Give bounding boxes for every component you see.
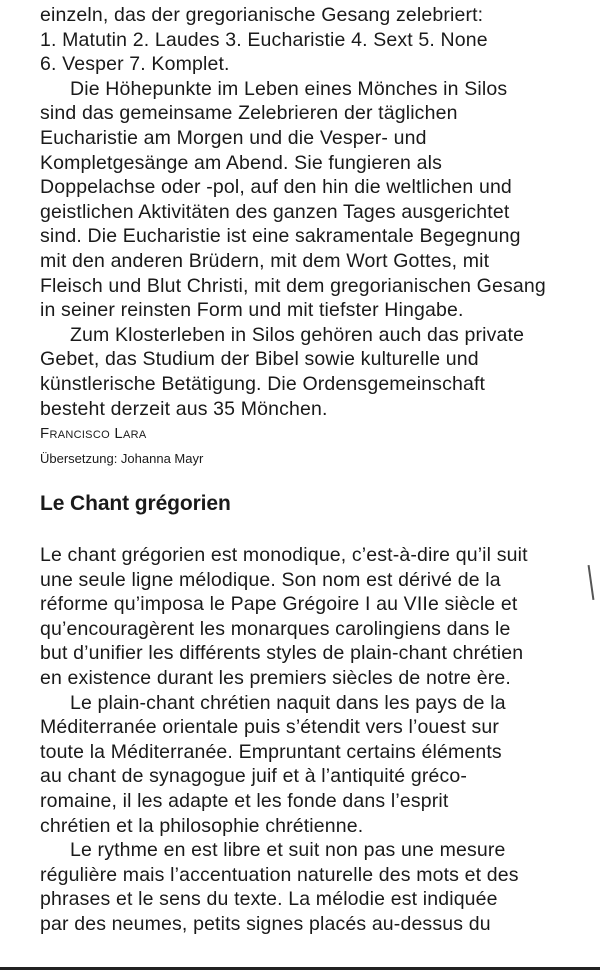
german-paragraph-3: Zum Klosterleben in Silos gehören auch das private Gebet, das Studium der Bibel sowie kulturelle und künstlerische Betätigung. Die Ordensgemeinschaft besteht derzeit aus 35 Mönchen. bbox=[40, 323, 525, 420]
author-name: Francisco Lara bbox=[40, 425, 147, 442]
french-paragraph-3: Le rythme en est libre et suit non pas une mesure régulière mais l’accentuation naturelle des mots et des phrases et le sens du texte. La mélodie est indiquée par des neumes, petits signes placés au-dessus du bbox=[40, 839, 519, 935]
french-paragraph-1: Le chant grégorien est monodique, c’est-à-dire qu’il suit une seule ligne mélodique. Son nom est dérivé de la réforme qu’imposa le Pape Grégoire I au VIIe siècle et qu’encouragèrent les monarques carolingiens dans le but d’unifier les différents styles de plain-chant chrétien en existence durant les premiers siècles de notre ère. bbox=[40, 544, 528, 689]
german-text-section bbox=[40, 3, 590, 421]
section-heading: Le Chant grégorien bbox=[40, 492, 231, 515]
german-paragraph-2: Die Höhepunkte im Leben eines Mönches in Silos sind das gemeinsame Zelebrieren der täglichen Eucharistie am Morgen und die Vesper- und Kompletgesänge am Abend. Sie fungieren als Doppelachse oder -pol, auf den hin die weltlichen und geistlichen Aktivitäten des ganzen Tages ausgerichtet sind. Die Eucharistie ist eine sakramentale Begegnung mit den anderen Brüdern, mit dem Wort Gottes, mit Fleisch und Blut Christi, mit dem gregorianischen Gesang in seiner reinsten Form und mit tiefster Hingabe. bbox=[40, 77, 546, 322]
french-text-section bbox=[40, 543, 590, 937]
bottom-scan-border bbox=[0, 967, 600, 970]
french-paragraph-2: Le plain-chant chrétien naquit dans les pays de la Méditerranée orientale puis s’étendit vers l’ouest sur toute la Méditerranée. Empruntant certains éléments au chant de synagogue juif et à l’antiquité gréco- romaine, il les adapte et les fonde dans l’esprit chrétien et la philosophie chrétienne. bbox=[40, 691, 506, 837]
translator-credit: Übersetzung: Johanna Mayr bbox=[40, 451, 204, 466]
german-paragraph-1: einzeln, das der gregorianische Gesang zelebriert: 1. Matutin 2. Laudes 3. Eucharistie 4. Sext 5. None 6. Vesper 7. Komplet. bbox=[40, 4, 488, 76]
